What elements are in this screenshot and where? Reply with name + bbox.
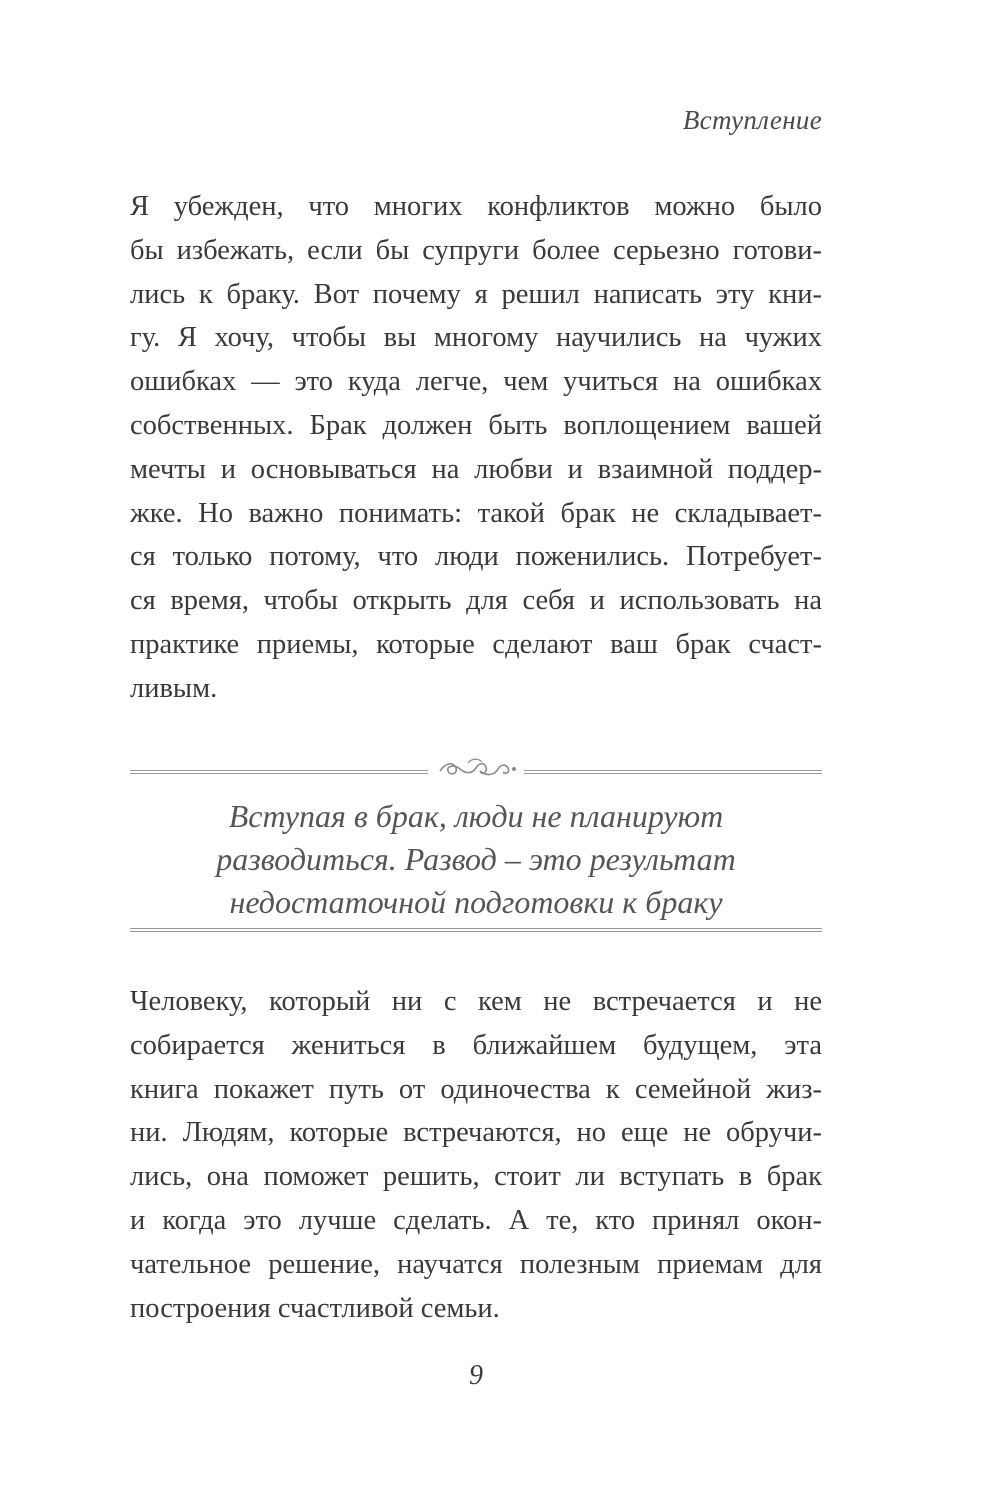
text-line: ошибках — это куда легче, чем учиться на ошибках (130, 366, 822, 398)
running-head: Вступление (682, 105, 822, 135)
text-line: мечты и основываться на любви и взаимной поддер- (130, 453, 822, 485)
pull-quote-line: Вступая в брак, люди не планируют (228, 798, 724, 834)
divider-line-left (130, 770, 428, 774)
text-line: жке. Но важно понимать: такой брак не складывает- (130, 497, 822, 529)
ornamental-divider (130, 752, 822, 792)
text-line: книга покажет путь от одиночества к семейной жиз- (130, 1073, 822, 1105)
pull-quote-bottom-rule (130, 928, 822, 932)
text-line: лись, она поможет решить, стоит ли вступать в брак (130, 1161, 822, 1193)
text-line: практике приемы, которые сделают ваш брак счаст- (130, 628, 822, 660)
pull-quote-line: разводиться. Развод – это результат (216, 841, 736, 877)
text-line: лись к браку. Вот почему я решил написать эту кни- (130, 278, 822, 310)
text-line: Я убежден, что многих конфликтов можно было (130, 191, 822, 222)
text-line: построения счастливой семьи. (130, 1292, 500, 1324)
text-line: ни. Людям, которые встречаются, но еще не обручи- (130, 1117, 822, 1149)
page-number: 9 (469, 1360, 483, 1391)
text-line: Человеку, который ни с кем не встречается и не (130, 986, 822, 1017)
paragraph-2 (130, 980, 822, 1330)
flourish-ornament-icon (432, 754, 522, 784)
paragraph-1 (130, 185, 822, 711)
text-line: собственных. Брак должен быть воплощением вашей (130, 409, 822, 441)
text-line: ливым. (130, 672, 218, 704)
text-line: ся только потому, что люди поженились. Потребует- (130, 541, 822, 573)
pull-quote (130, 795, 822, 924)
text-line: собирается жениться в ближайшем будущем, эта (130, 1029, 822, 1061)
divider-line-right (524, 770, 822, 774)
pull-quote-line: недостаточной подготовки к браку (229, 884, 723, 920)
text-line: чательное решение, научатся полезным приемам для (130, 1248, 822, 1280)
text-line: бы избежать, если бы супруги более серьезно готови- (130, 234, 822, 266)
text-line: и когда это лучше сделать. А те, кто принял окон- (130, 1204, 822, 1236)
text-line: ся время, чтобы открыть для себя и использовать на (130, 585, 822, 617)
text-line: гу. Я хочу, чтобы вы многому научились на чужих (130, 322, 822, 354)
